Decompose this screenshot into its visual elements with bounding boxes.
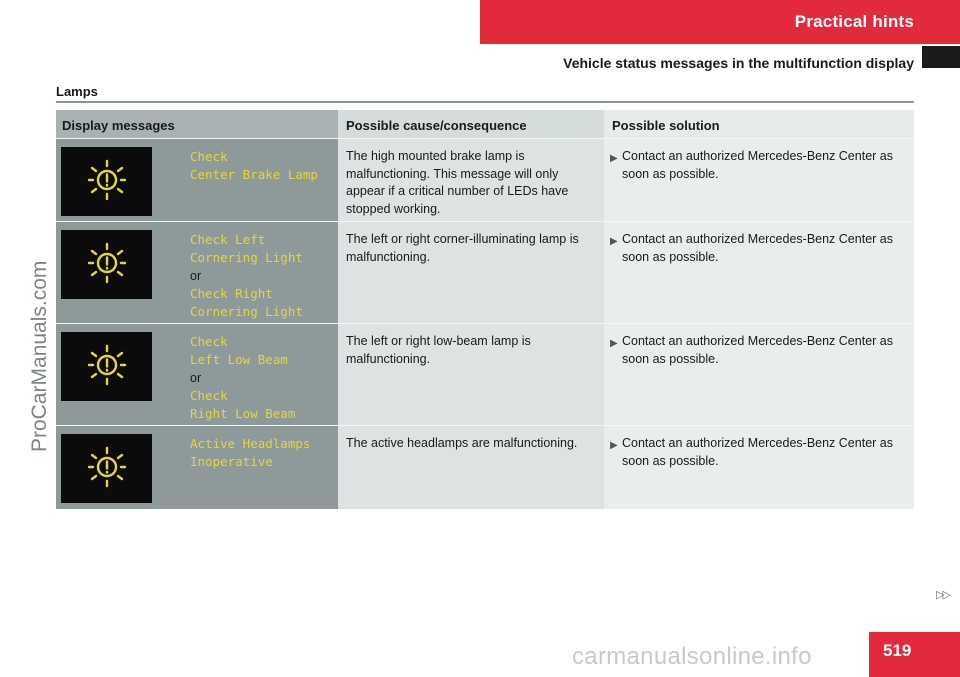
table-row — [56, 425, 914, 509]
cause-cell: The high mounted brake lamp is malfunctioning. This message will only appear if a critical number of LEDs have stopped working. — [338, 139, 604, 221]
cause-cell: The active headlamps are malfunctioning. — [338, 426, 604, 509]
lamp-warning-icon — [87, 242, 127, 284]
table-row — [56, 221, 914, 323]
header-solution: Possible solution — [604, 110, 914, 138]
subsection-title: Vehicle status messages in the multifunction display — [563, 55, 914, 71]
display-message: Check Left Low Beam or Check Right Low Beam — [190, 334, 296, 421]
lamp-warning-icon — [87, 344, 127, 386]
section-label: Lamps — [56, 84, 98, 99]
bullet-arrow-icon: ▶ — [610, 153, 618, 164]
section-divider — [56, 101, 914, 103]
header-cause: Possible cause/consequence — [338, 110, 604, 138]
display-screen — [61, 147, 152, 216]
bullet-arrow-icon: ▶ — [610, 236, 618, 247]
bullet-arrow-icon: ▶ — [610, 440, 618, 451]
solution-cell: ▶ Contact an authorized Mercedes-Benz Center as soon as possible. — [604, 426, 914, 509]
page-number-box — [869, 632, 960, 677]
solution-cell: ▶ Contact an authorized Mercedes-Benz Center as soon as possible. — [604, 222, 914, 323]
display-cell — [56, 426, 338, 509]
display-cell — [56, 222, 338, 323]
continue-marker: ▷▷ — [936, 589, 949, 601]
display-cell — [56, 139, 338, 221]
display-message: Check Left Cornering Light or Check Right Cornering Light — [190, 232, 303, 319]
header-marker — [922, 46, 960, 68]
lamp-warning-icon — [87, 446, 127, 488]
section-tab — [480, 0, 960, 44]
footer-watermark: carmanualsonline.info — [572, 643, 812, 670]
side-watermark: ProCarManuals.com — [28, 260, 51, 452]
table-row — [56, 323, 914, 425]
display-cell — [56, 324, 338, 425]
header-display-messages: Display messages — [56, 110, 338, 138]
page-number: 519 — [883, 641, 912, 660]
bullet-arrow-icon: ▶ — [610, 338, 618, 349]
table-header — [56, 110, 914, 138]
display-message: Check Center Brake Lamp — [190, 149, 318, 182]
section-title: Practical hints — [794, 12, 914, 31]
solution-cell: ▶ Contact an authorized Mercedes-Benz Center as soon as possible. — [604, 139, 914, 221]
cause-cell: The left or right corner-illuminating lamp is malfunctioning. — [338, 222, 604, 323]
display-screen — [61, 230, 152, 299]
table-row — [56, 138, 914, 221]
display-message: Active Headlamps Inoperative — [190, 436, 311, 469]
messages-table — [56, 110, 914, 509]
lamp-warning-icon — [87, 159, 127, 201]
display-screen — [61, 332, 152, 401]
solution-cell: ▶ Contact an authorized Mercedes-Benz Center as soon as possible. — [604, 324, 914, 425]
display-screen — [61, 434, 152, 503]
cause-cell: The left or right low-beam lamp is malfunctioning. — [338, 324, 604, 425]
